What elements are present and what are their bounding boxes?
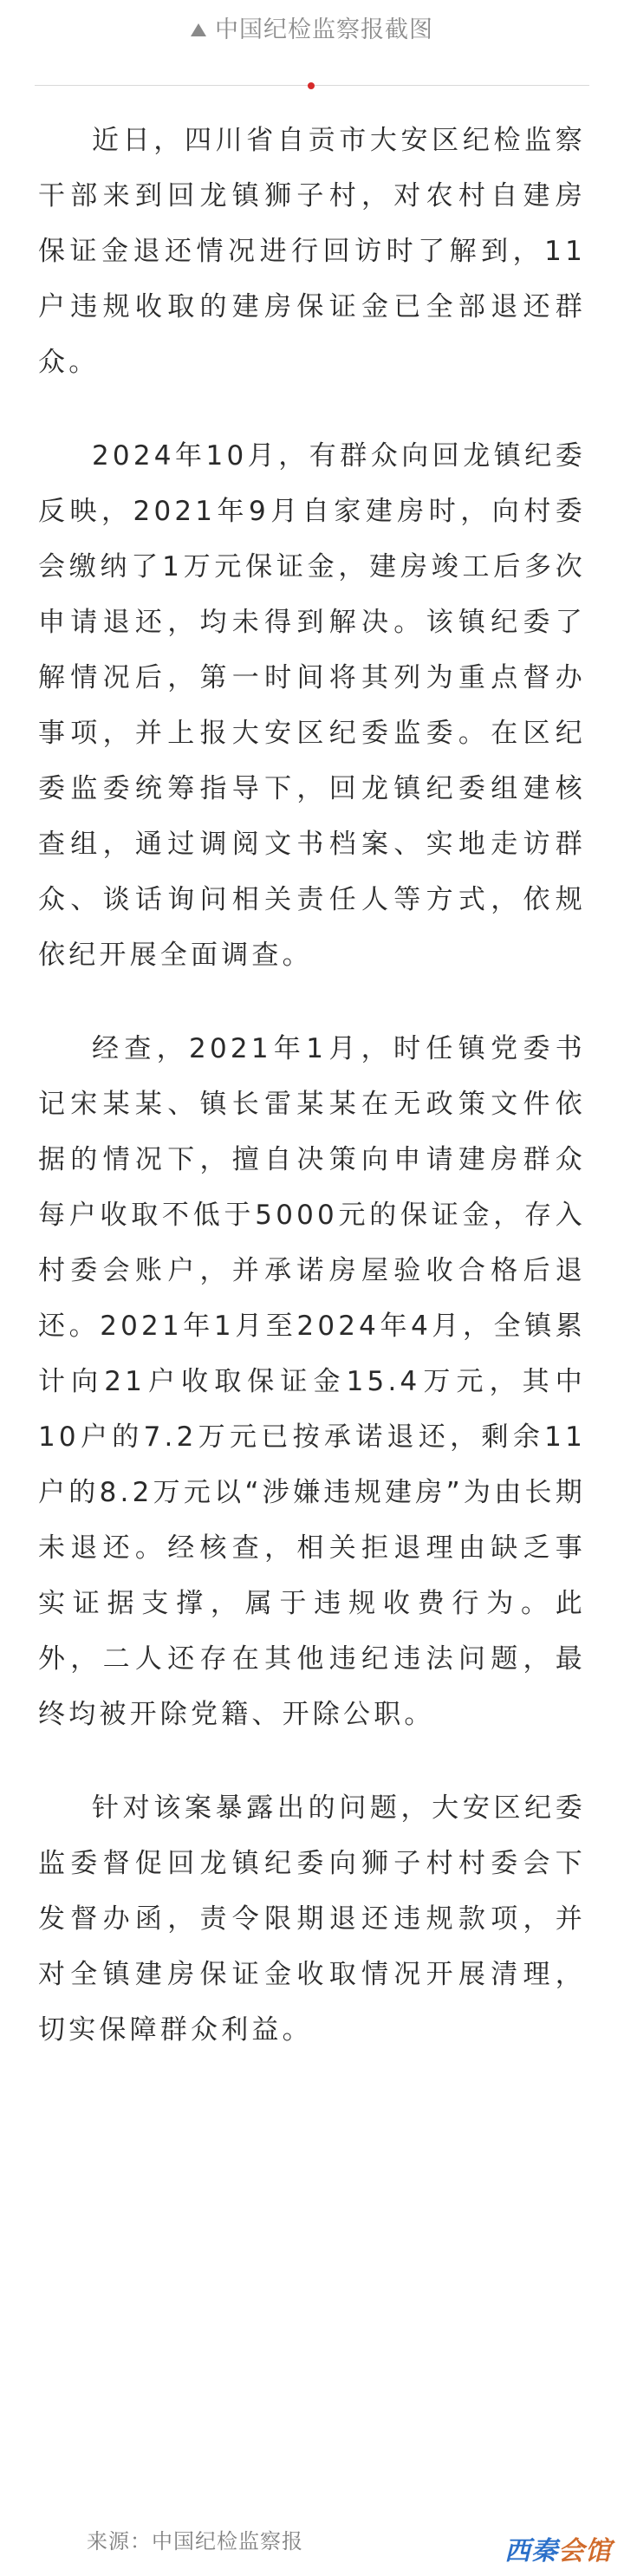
article-paragraph: 针对该案暴露出的问题，大安区纪委监委督促回龙镇纪委向狮子村村委会下发督办函，责令限期退还违规款项，并对全镇建房保证金收取情况开展清理，切实保障群众利益。 — [38, 1792, 586, 2046]
article-body — [38, 113, 586, 2096]
header-title: 中国纪检监察报截图 — [215, 16, 433, 43]
article-paragraph: 2024年10月，有群众向回龙镇纪委反映，2021年9月自家建房时，向村委会缴纳了1万元保证金，建房竣工后多次申请退还，均未得到解决。该镇纪委了解情况后，第一时间将其列为重点督办事项，并上报大安区纪委监委。在区纪委监委统筹指导下，回龙镇纪委组建核查组，通过调阅文书档案、实地走访群众、谈话询问相关责任人等方式，依规依纪开展全面调查。 — [38, 440, 586, 971]
article-paragraph: 近日，四川省自贡市大安区纪检监察干部来到回龙镇狮子村，对农村自建房保证金退还情况进行回访时了解到，11户违规收取的建房保证金已全部退还群众。 — [38, 125, 586, 378]
divider-dot — [308, 82, 315, 89]
article-paragraph: 经查，2021年1月，时任镇党委书记宋某某、镇长雷某某在无政策文件依据的情况下，擅自决策向申请建房群众每户收取不低于5000元的保证金，存入村委会账户，并承诺房屋验收合格后退还。2021年1月至2024年4月，全镇累计向21户收取保证金15.4万元，其中10户的7.2万元已按承诺退还，剩余11户的8.2万元以“涉嫌违规建房”为由长期未退还。经核查，相关拒退理由缺乏事实证据支撑，属于违规收费行为。此外，二人还存在其他违纪违法问题，最终均被开除党籍、开除公职。 — [38, 1033, 586, 1730]
watermark-part-b: 会馆 — [558, 2536, 612, 2566]
watermark-part-a: 西秦 — [504, 2536, 558, 2566]
header-title-row — [0, 16, 624, 45]
source-credit: 来源：中国纪检监察报 — [87, 2529, 303, 2553]
screenshot-header — [0, 0, 624, 68]
watermark-logo — [504, 2529, 612, 2567]
triangle-up-icon — [191, 23, 206, 36]
